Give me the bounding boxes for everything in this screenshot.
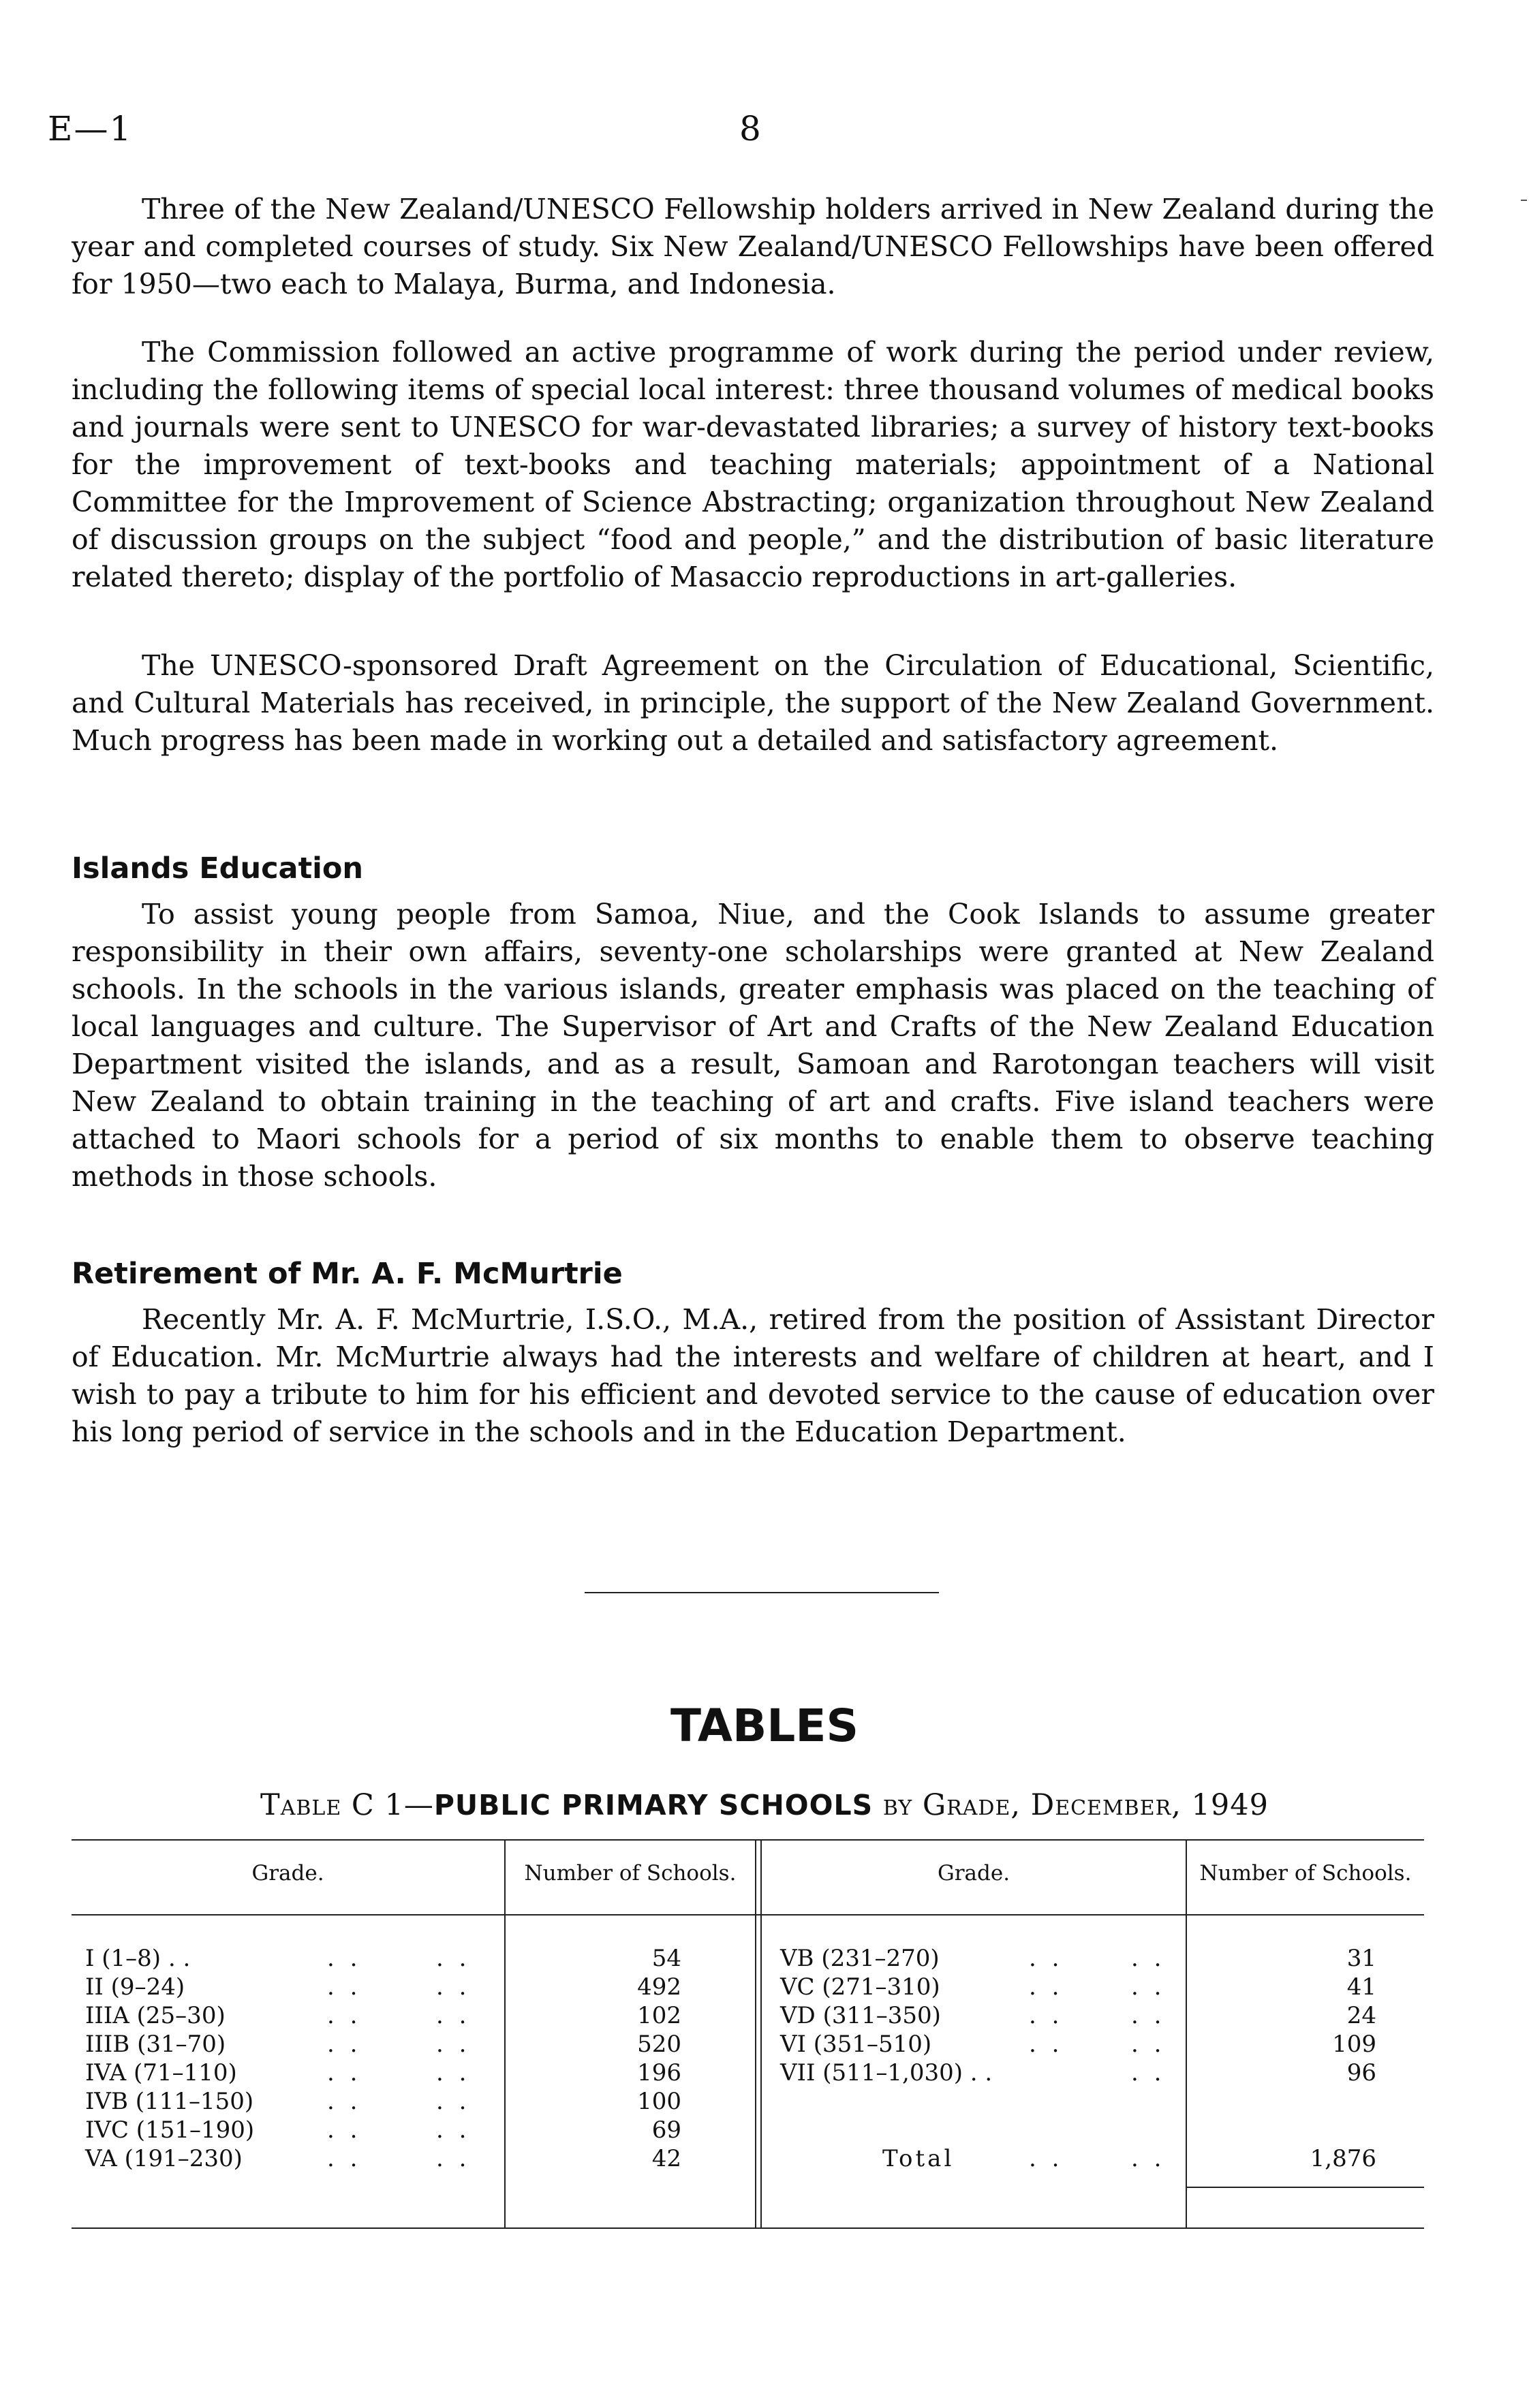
count-cell: 196: [637, 2059, 681, 2086]
grade-cell: II (9–24): [85, 1973, 185, 2001]
leader-dots: . .: [327, 2002, 362, 2029]
leader-dots: . .: [436, 2031, 471, 2058]
column-divider: [1186, 1839, 1187, 2227]
leader-dots: . .: [1131, 1973, 1166, 2001]
leader-dots: . .: [1029, 1945, 1064, 1972]
grade-cell: I (1–8) . .: [85, 1945, 191, 1972]
caption-prefix: Table C 1—: [260, 1788, 434, 1822]
grade-cell: VI (351–510): [780, 2031, 932, 2058]
grade-cell: IIIB (31–70): [85, 2031, 226, 2058]
leader-dots: . .: [327, 2031, 362, 2058]
leader-dots: . .: [327, 2145, 362, 2172]
table-bottom-rule: [72, 2227, 1424, 2229]
paragraph-text: Three of the New Zealand/UNESCO Fellowship holders arrived in New Zealand during the year and completed courses of study. Six New Zealand/UNESCO Fellowships have been offered for 1950—two each to Malaya, Burma, and Indonesia.: [72, 193, 1434, 300]
total-value: 1,876: [1310, 2145, 1376, 2172]
count-cell: 24: [1346, 2002, 1376, 2029]
header-count-right: Number of Schools.: [1199, 1861, 1412, 1886]
leader-dots: . .: [1029, 1973, 1064, 2001]
table-header-rule: [72, 1914, 1424, 1916]
leader-dots: . .: [436, 2002, 471, 2029]
leader-dots: . .: [327, 2116, 362, 2144]
count-cell: 31: [1346, 1945, 1376, 1972]
count-cell: 96: [1346, 2059, 1376, 2086]
paragraph-text: The UNESCO-sponsored Draft Agreement on the Circulation of Educational, Scientific, and Cultural Materials has received, in principle, the support of the New Zealand Government. Much progress has been made in working out a detailed and satisfactory agreement.: [72, 649, 1434, 757]
caption-middle: by Grade,: [873, 1788, 1031, 1822]
leader-dots: . .: [327, 2059, 362, 2086]
header-count-left: Number of Schools.: [524, 1861, 737, 1886]
leader-dots: . .: [1131, 2059, 1166, 2086]
leader-dots: . .: [436, 2088, 471, 2115]
leader-dots: . .: [436, 2059, 471, 2086]
leader-dots: . .: [1131, 2002, 1166, 2029]
paragraph-agreement: [72, 647, 1434, 760]
count-cell: 41: [1346, 1973, 1376, 2001]
table-caption: [0, 1788, 1529, 1822]
table-top-rule: [72, 1839, 1424, 1841]
header-grade-right: Grade.: [937, 1861, 1010, 1886]
heading-retirement: Retirement of Mr. A. F. McMurtrie: [72, 1257, 623, 1291]
count-cell: 520: [637, 2031, 681, 2058]
paragraph-retirement: [72, 1301, 1434, 1451]
heading-islands-education: Islands Education: [72, 851, 364, 886]
paragraph-commission: [72, 334, 1434, 596]
header-grade-left: Grade.: [251, 1861, 324, 1886]
grade-cell: IVB (111–150): [85, 2088, 254, 2115]
leader-dots: . .: [327, 1973, 362, 2001]
grade-cell: IIIA (25–30): [85, 2002, 226, 2029]
total-rule: [1186, 2187, 1424, 2188]
leader-dots: . .: [1131, 2031, 1166, 2058]
grade-cell: VII (511–1,030) . .: [780, 2059, 993, 2086]
paragraph-text: To assist young people from Samoa, Niue, and the Cook Islands to assume greater responsibility in their own affairs, seventy-one scholarships were granted at New Zealand schools. In the schools in the various islands, greater emphasis was placed on the teaching of local languages and culture. The Supervisor of Art and Crafts of the New Zealand Education Department visited the islands, and as a result, Samoan and Rarotongan teachers will visit New Zealand to obtain training in the teaching of art and crafts. Five island teachers were attached to Maori schools for a period of six months to enable them to observe teaching methods in those schools.: [72, 898, 1434, 1193]
leader-dots: . .: [327, 2088, 362, 2115]
count-cell: 42: [651, 2145, 681, 2172]
page-number: 8: [739, 109, 761, 148]
count-cell: 69: [651, 2116, 681, 2144]
leader-dots: . .: [436, 1945, 471, 1972]
leader-dots: . .: [1131, 1945, 1166, 1972]
caption-title: PUBLIC PRIMARY SCHOOLS: [433, 1789, 874, 1821]
paragraph-text: The Commission followed an active programme of work during the period under review, including the following items of special local interest: three thousand volumes of medical books and journals were sent to UNESCO for war-devastated libraries; a survey of history text-books for the improvement of text-books and teaching materials; appointment of a National Committee for the Improvement of Science Abstracting; organization throughout New Zealand of discussion groups on the subject “food and people,” and the distribution of basic literature related thereto; display of the portfolio of Masaccio reproductions in art-galleries.: [72, 336, 1434, 593]
leader-dots: . .: [436, 1973, 471, 2001]
count-cell: 100: [637, 2088, 681, 2115]
report-code: E—1: [48, 109, 133, 148]
paragraph-text: Recently Mr. A. F. McMurtrie, I.S.O., M.A., retired from the position of Assistant Director of Education. Mr. McMurtrie always had the interests and welfare of children at heart, and I wish to pay a tribute to him for his efficient and devoted service to the cause of education over his long period of service in the schools and in the Education Department.: [72, 1303, 1434, 1448]
column-divider: [760, 1839, 762, 2227]
count-cell: 102: [637, 2002, 681, 2029]
grade-cell: IVC (151–190): [85, 2116, 255, 2144]
grade-cell: VA (191–230): [85, 2145, 243, 2172]
section-divider: [585, 1592, 939, 1593]
leader-dots: . .: [436, 2116, 471, 2144]
leader-dots: . .: [436, 2145, 471, 2172]
leader-dots: . .: [1029, 2145, 1064, 2172]
grade-cell: VD (311–350): [780, 2002, 941, 2029]
paragraph-fellowships: [72, 191, 1434, 303]
grade-cell: IVA (71–110): [85, 2059, 237, 2086]
count-cell: 54: [651, 1945, 681, 1972]
leader-dots: . .: [1029, 2002, 1064, 2029]
grade-cell: VB (231–270): [780, 1945, 940, 1972]
tables-title: TABLES: [670, 1700, 859, 1752]
leader-dots: . .: [1029, 2031, 1064, 2058]
leader-dots: . .: [327, 1945, 362, 1972]
column-divider: [504, 1839, 506, 2227]
column-divider: [755, 1839, 756, 2227]
margin-mark: [1521, 200, 1527, 201]
count-cell: 109: [1332, 2031, 1376, 2058]
leader-dots: . .: [1131, 2145, 1166, 2172]
paragraph-islands: [72, 896, 1434, 1195]
total-label: Total: [882, 2145, 955, 2172]
caption-date: December, 1949: [1030, 1788, 1269, 1822]
grade-cell: VC (271–310): [780, 1973, 940, 2001]
count-cell: 492: [637, 1973, 681, 2001]
